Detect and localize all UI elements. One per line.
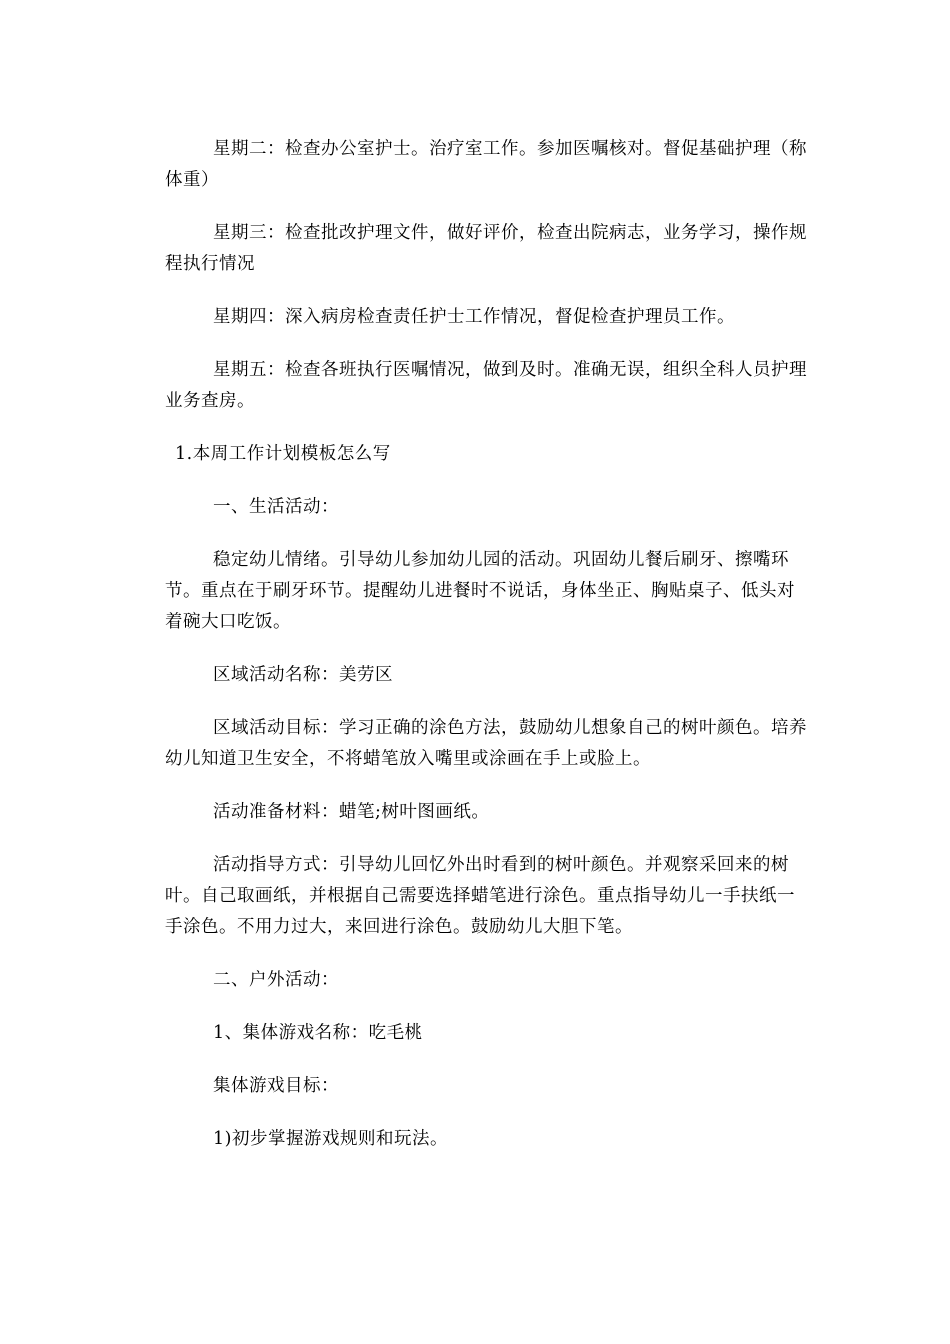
- paragraph-thursday: 星期四：深入病房检查责任护士工作情况，督促检查护理员工作。: [213, 307, 735, 327]
- paragraph-wednesday: 星期三：检查批改护理文件，做好评价，检查出院病志，业务学习，操作规程执行情况: [165, 223, 807, 274]
- paragraph-life-activities: 稳定幼儿情绪。引导幼儿参加幼儿园的活动。巩固幼儿餐后刷牙、擦嘴环节。重点在于刷牙环节。提醒幼儿进餐时不说话，身体坐正、胸贴桌子、低头对着碗大口吃饭。: [165, 550, 795, 632]
- paragraph-area-name: 区域活动名称：美劳区: [213, 665, 393, 685]
- subheading-life-activities: 一、生活活动：: [213, 497, 339, 517]
- section-heading-weekly-plan: 1.本周工作计划模板怎么写: [175, 444, 391, 464]
- paragraph-friday: 星期五：检查各班执行医嘱情况，做到及时。准确无误，组织全科人员护理业务查房。: [165, 360, 807, 411]
- subheading-outdoor-activities: 二、户外活动：: [213, 970, 339, 990]
- paragraph-materials: 活动准备材料：蜡笔;树叶图画纸。: [213, 802, 490, 822]
- paragraph-tuesday: 星期二：检查办公室护士。治疗室工作。参加医嘱核对。督促基础护理（称体重）: [165, 139, 807, 190]
- paragraph-game-goal-title: 集体游戏目标：: [213, 1076, 339, 1096]
- document-body: [165, 134, 807, 1155]
- paragraph-game-name: 1、集体游戏名称：吃毛桃: [213, 1023, 423, 1043]
- paragraph-guidance: 活动指导方式：引导幼儿回忆外出时看到的树叶颜色。并观察采回来的树叶。自己取画纸，并根据自己需要选择蜡笔进行涂色。重点指导幼儿一手扶纸一手涂色。不用力过大，来回进行涂色。鼓励幼儿大胆下笔。: [165, 855, 795, 937]
- paragraph-area-goal: 区域活动目标：学习正确的涂色方法，鼓励幼儿想象自己的树叶颜色。培养幼儿知道卫生安全，不将蜡笔放入嘴里或涂画在手上或脸上。: [165, 718, 807, 769]
- paragraph-game-goal-1: 1)初步掌握游戏规则和玩法。: [213, 1129, 448, 1149]
